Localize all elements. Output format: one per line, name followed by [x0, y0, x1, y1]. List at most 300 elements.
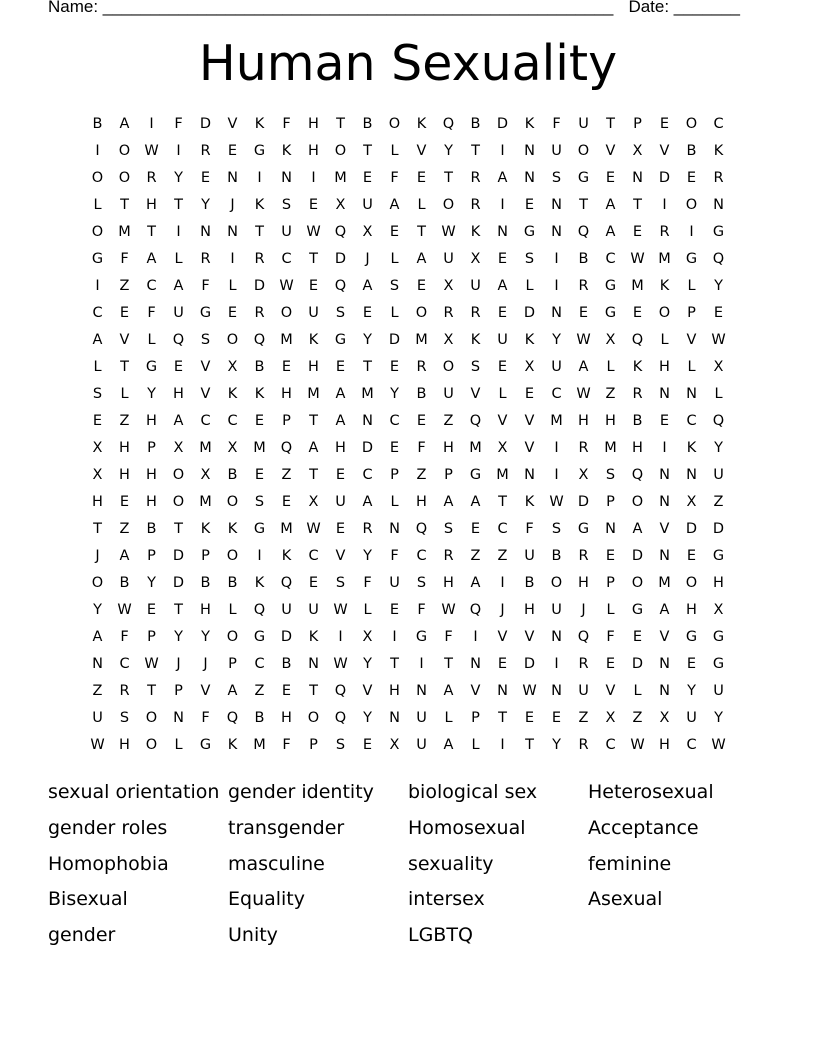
grid-letter: L	[687, 277, 696, 294]
grid-letter: I	[554, 439, 559, 456]
grid-letter: E	[497, 250, 508, 267]
grid-letter: H	[443, 574, 454, 591]
grid-letter: W	[144, 142, 159, 159]
word-list-item: Equality	[228, 888, 306, 911]
grid-letter: Z	[443, 412, 454, 429]
grid-letter: E	[281, 358, 292, 375]
grid-letter: H	[146, 493, 157, 510]
word-list-item: intersex	[408, 888, 485, 911]
grid-letter: V	[659, 628, 670, 645]
grid-letter: V	[497, 628, 508, 645]
grid-letter: D	[280, 628, 293, 645]
grid-row	[84, 623, 732, 650]
grid-row	[84, 353, 732, 380]
grid-letter: O	[442, 196, 455, 213]
grid-letter: Q	[712, 250, 725, 267]
grid-letter: L	[363, 601, 372, 618]
grid-letter: C	[416, 547, 427, 564]
grid-letter: T	[606, 115, 615, 132]
grid-letter: I	[95, 142, 100, 159]
grid-letter: E	[389, 601, 400, 618]
grid-letter: H	[659, 736, 670, 753]
grid-letter: N	[659, 682, 670, 699]
grid-letter: H	[119, 439, 130, 456]
grid-letter: I	[662, 196, 667, 213]
grid-letter: E	[416, 169, 427, 186]
grid-letter: A	[308, 439, 319, 456]
grid-letter: Z	[605, 385, 616, 402]
grid-letter: D	[631, 547, 644, 564]
grid-letter: E	[119, 493, 130, 510]
grid-row	[84, 299, 732, 326]
grid-letter: T	[309, 250, 318, 267]
grid-letter: A	[470, 574, 481, 591]
grid-letter: Q	[631, 331, 644, 348]
grid-letter: C	[605, 250, 616, 267]
grid-letter: P	[606, 493, 615, 510]
grid-letter: G	[577, 169, 590, 186]
grid-letter: U	[578, 682, 589, 699]
grid-letter: N	[362, 412, 373, 429]
grid-letter: F	[444, 628, 453, 645]
grid-letter: N	[281, 169, 292, 186]
grid-letter: T	[525, 736, 534, 753]
grid-letter: T	[390, 655, 399, 672]
grid-letter: L	[390, 250, 399, 267]
grid-letter: X	[389, 736, 400, 753]
grid-letter: U	[281, 223, 292, 240]
grid-letter: R	[119, 682, 130, 699]
grid-letter: P	[147, 439, 156, 456]
grid-letter: Q	[442, 115, 455, 132]
grid-letter: I	[230, 250, 235, 267]
grid-letter: B	[470, 115, 481, 132]
word-list-item: masculine	[228, 852, 325, 875]
grid-letter: E	[416, 277, 427, 294]
grid-letter: C	[686, 412, 697, 429]
grid-letter: Y	[201, 628, 210, 645]
grid-letter: M	[280, 520, 293, 537]
grid-letter: D	[334, 250, 347, 267]
grid-letter: N	[659, 385, 670, 402]
grid-letter: F	[390, 547, 399, 564]
grid-letter: R	[632, 385, 643, 402]
word-list	[48, 778, 788, 957]
grid-letter: F	[120, 250, 129, 267]
grid-letter: K	[227, 736, 238, 753]
grid-letter: H	[605, 412, 616, 429]
grid-letter: V	[659, 142, 670, 159]
grid-letter: X	[92, 466, 103, 483]
grid-letter: M	[658, 574, 671, 591]
grid-letter: K	[254, 196, 265, 213]
grid-letter: C	[119, 655, 130, 672]
grid-letter: Y	[363, 331, 372, 348]
grid-letter: Z	[254, 682, 265, 699]
grid-letter: N	[551, 304, 562, 321]
grid-letter: A	[146, 250, 157, 267]
grid-letter: A	[362, 493, 373, 510]
grid-letter: N	[659, 655, 670, 672]
grid-letter: V	[524, 628, 535, 645]
grid-letter: A	[443, 493, 454, 510]
grid-letter: M	[253, 736, 266, 753]
grid-letter: J	[581, 601, 586, 618]
grid-letter: J	[500, 601, 505, 618]
grid-letter: S	[92, 385, 103, 402]
grid-letter: E	[227, 304, 238, 321]
grid-letter: W	[630, 250, 645, 267]
grid-letter: S	[389, 277, 400, 294]
grid-letter: O	[307, 709, 320, 726]
grid-letter: K	[632, 358, 643, 375]
grid-letter: W	[279, 277, 294, 294]
grid-letter: H	[146, 466, 157, 483]
grid-letter: X	[713, 601, 724, 618]
grid-letter: Y	[174, 169, 183, 186]
grid-letter: H	[281, 709, 292, 726]
grid-letter: I	[338, 628, 343, 645]
grid-letter: N	[551, 223, 562, 240]
grid-letter: L	[390, 304, 399, 321]
word-list-item: Homophobia	[48, 852, 169, 875]
grid-letter: F	[282, 115, 291, 132]
grid-letter: S	[281, 196, 292, 213]
grid-letter: A	[119, 547, 130, 564]
grid-letter: V	[416, 142, 427, 159]
grid-letter: N	[686, 466, 697, 483]
grid-letter: Y	[444, 142, 453, 159]
grid-letter: E	[578, 304, 589, 321]
grid-letter: J	[176, 655, 181, 672]
grid-letter: X	[497, 439, 508, 456]
grid-letter: B	[227, 574, 238, 591]
grid-letter: L	[525, 277, 534, 294]
grid-letter: C	[146, 277, 157, 294]
grid-letter: E	[497, 655, 508, 672]
grid-letter: F	[282, 736, 291, 753]
grid-letter: S	[119, 709, 130, 726]
grid-letter: A	[632, 520, 643, 537]
grid-letter: Z	[578, 709, 589, 726]
grid-letter: S	[200, 331, 211, 348]
grid-letter: H	[686, 601, 697, 618]
grid-letter: H	[659, 358, 670, 375]
grid-letter: C	[281, 250, 292, 267]
grid-letter: W	[711, 331, 726, 348]
grid-letter: Y	[147, 385, 156, 402]
grid-letter: V	[200, 682, 211, 699]
grid-row	[84, 272, 732, 299]
grid-letter: T	[498, 493, 507, 510]
grid-letter: O	[91, 223, 104, 240]
grid-letter: E	[686, 655, 697, 672]
grid-letter: G	[631, 601, 644, 618]
header-line	[48, 0, 740, 17]
grid-letter: D	[388, 331, 401, 348]
grid-letter: Q	[415, 520, 428, 537]
grid-letter: V	[686, 331, 697, 348]
grid-letter: M	[604, 439, 617, 456]
grid-letter: P	[282, 412, 291, 429]
grid-letter: R	[362, 520, 373, 537]
grid-letter: E	[308, 574, 319, 591]
grid-letter: G	[253, 142, 266, 159]
grid-letter: W	[711, 736, 726, 753]
grid-letter: Y	[714, 439, 723, 456]
grid-letter: W	[630, 736, 645, 753]
grid-letter: Q	[226, 709, 239, 726]
grid-letter: X	[362, 223, 373, 240]
grid-letter: L	[174, 736, 183, 753]
grid-letter: H	[389, 682, 400, 699]
grid-letter: V	[470, 682, 481, 699]
grid-letter: L	[498, 385, 507, 402]
grid-letter: N	[713, 196, 724, 213]
grid-letter: W	[117, 601, 132, 618]
grid-letter: U	[443, 250, 454, 267]
grid-letter: X	[362, 628, 373, 645]
grid-row	[84, 542, 732, 569]
grid-row	[84, 380, 732, 407]
grid-letter: T	[93, 520, 102, 537]
grid-letter: X	[713, 358, 724, 375]
grid-letter: H	[119, 736, 130, 753]
grid-letter: A	[443, 736, 454, 753]
grid-letter: M	[469, 439, 482, 456]
grid-letter: R	[578, 277, 589, 294]
grid-letter: A	[470, 493, 481, 510]
grid-letter: H	[578, 574, 589, 591]
grid-letter: V	[362, 682, 373, 699]
grid-letter: O	[172, 493, 185, 510]
grid-letter: G	[712, 547, 725, 564]
grid-letter: A	[227, 682, 238, 699]
grid-letter: L	[93, 358, 102, 375]
grid-letter: D	[172, 547, 185, 564]
grid-letter: P	[309, 736, 318, 753]
grid-letter: F	[606, 628, 615, 645]
grid-letter: L	[606, 601, 615, 618]
grid-letter: P	[147, 628, 156, 645]
grid-letter: E	[281, 493, 292, 510]
grid-letter: N	[605, 520, 616, 537]
grid-letter: V	[605, 142, 616, 159]
grid-letter: N	[551, 628, 562, 645]
grid-letter: R	[470, 304, 481, 321]
grid-letter: C	[308, 547, 319, 564]
grid-letter: I	[149, 115, 154, 132]
grid-letter: E	[416, 412, 427, 429]
grid-letter: U	[551, 601, 562, 618]
grid-letter: R	[146, 169, 157, 186]
grid-letter: G	[415, 628, 428, 645]
grid-letter: G	[685, 628, 698, 645]
grid-letter: W	[441, 223, 456, 240]
grid-row	[84, 434, 732, 461]
grid-letter: Y	[390, 385, 399, 402]
grid-letter: P	[633, 115, 642, 132]
word-list-item: sexuality	[408, 852, 494, 875]
grid-letter: G	[577, 520, 590, 537]
grid-row	[84, 164, 732, 191]
grid-letter: C	[497, 520, 508, 537]
grid-letter: M	[118, 223, 131, 240]
grid-letter: F	[120, 628, 129, 645]
grid-letter: X	[92, 439, 103, 456]
grid-letter: W	[333, 655, 348, 672]
grid-letter: M	[415, 331, 428, 348]
grid-letter: E	[497, 304, 508, 321]
grid-letter: H	[632, 439, 643, 456]
grid-letter: O	[334, 142, 347, 159]
word-list-item: Heterosexual	[588, 781, 714, 803]
grid-letter: C	[713, 115, 724, 132]
letter-grid	[84, 110, 732, 758]
grid-letter: T	[309, 412, 318, 429]
grid-letter: A	[119, 115, 130, 132]
grid-letter: P	[687, 304, 696, 321]
grid-letter: K	[524, 493, 535, 510]
grid-letter: N	[632, 169, 643, 186]
grid-letter: N	[659, 493, 670, 510]
grid-letter: X	[443, 277, 454, 294]
grid-letter: S	[551, 520, 562, 537]
grid-letter: L	[444, 709, 453, 726]
word-list-item: Acceptance	[588, 816, 699, 839]
grid-letter: U	[551, 358, 562, 375]
grid-letter: P	[471, 709, 480, 726]
grid-letter: K	[713, 142, 724, 159]
date-field-label: Date: _______	[628, 0, 740, 16]
grid-letter: E	[389, 439, 400, 456]
grid-letter: B	[632, 412, 643, 429]
grid-letter: E	[335, 466, 346, 483]
grid-letter: I	[500, 196, 505, 213]
grid-letter: V	[119, 331, 130, 348]
grid-letter: A	[605, 223, 616, 240]
grid-letter: O	[415, 304, 428, 321]
grid-letter: N	[551, 196, 562, 213]
grid-letter: O	[685, 574, 698, 591]
grid-row	[84, 407, 732, 434]
grid-letter: S	[524, 250, 535, 267]
word-list-item: transgender	[228, 816, 345, 839]
grid-letter: T	[255, 223, 264, 240]
grid-letter: A	[92, 331, 103, 348]
grid-letter: H	[119, 466, 130, 483]
grid-letter: B	[92, 115, 103, 132]
grid-letter: Q	[172, 331, 185, 348]
grid-letter: M	[496, 466, 509, 483]
grid-letter: K	[659, 277, 670, 294]
grid-letter: E	[632, 628, 643, 645]
grid-letter: D	[712, 520, 725, 537]
grid-letter: E	[389, 358, 400, 375]
grid-letter: Y	[93, 601, 102, 618]
grid-letter: Y	[687, 682, 696, 699]
word-list-item: gender identity	[228, 781, 374, 803]
grid-letter: J	[95, 547, 100, 564]
grid-letter: O	[226, 493, 239, 510]
grid-letter: X	[470, 250, 481, 267]
grid-letter: T	[147, 682, 156, 699]
grid-letter: E	[605, 547, 616, 564]
grid-letter: X	[443, 331, 454, 348]
grid-letter: K	[254, 385, 265, 402]
grid-letter: D	[199, 115, 212, 132]
grid-letter: L	[687, 358, 696, 375]
grid-letter: G	[523, 223, 536, 240]
grid-letter: K	[200, 520, 211, 537]
grid-letter: D	[577, 493, 590, 510]
grid-letter: I	[554, 466, 559, 483]
grid-letter: E	[362, 169, 373, 186]
grid-letter: C	[254, 655, 265, 672]
grid-letter: L	[93, 196, 102, 213]
grid-letter: F	[390, 169, 399, 186]
grid-letter: C	[551, 385, 562, 402]
grid-letter: N	[659, 547, 670, 564]
grid-letter: G	[712, 223, 725, 240]
grid-letter: I	[176, 142, 181, 159]
grid-letter: X	[227, 439, 238, 456]
grid-letter: Z	[119, 412, 130, 429]
grid-letter: U	[308, 304, 319, 321]
grid-letter: W	[441, 601, 456, 618]
grid-letter: Z	[416, 466, 427, 483]
grid-letter: K	[470, 223, 481, 240]
grid-letter: Q	[469, 601, 482, 618]
word-list-item: Asexual	[588, 888, 663, 911]
grid-letter: Q	[280, 439, 293, 456]
grid-letter: W	[576, 331, 591, 348]
grid-letter: P	[201, 547, 210, 564]
grid-letter: I	[176, 223, 181, 240]
grid-letter: V	[524, 412, 535, 429]
grid-letter: L	[120, 385, 129, 402]
grid-letter: N	[416, 682, 427, 699]
grid-letter: P	[147, 547, 156, 564]
grid-letter: A	[173, 277, 184, 294]
grid-letter: B	[578, 250, 589, 267]
grid-letter: L	[633, 682, 642, 699]
grid-letter: X	[308, 493, 319, 510]
grid-letter: D	[496, 115, 509, 132]
grid-letter: F	[417, 601, 426, 618]
grid-letter: E	[254, 412, 265, 429]
grid-letter: T	[444, 169, 453, 186]
grid-letter: C	[605, 736, 616, 753]
word-list-item: feminine	[588, 852, 672, 875]
grid-row	[84, 515, 732, 542]
grid-row	[84, 245, 732, 272]
grid-letter: H	[200, 601, 211, 618]
grid-letter: I	[662, 439, 667, 456]
grid-letter: U	[551, 142, 562, 159]
grid-letter: G	[91, 250, 104, 267]
grid-letter: N	[524, 142, 535, 159]
grid-letter: C	[362, 466, 373, 483]
grid-letter: D	[361, 439, 374, 456]
grid-letter: B	[254, 709, 265, 726]
grid-letter: B	[200, 574, 211, 591]
word-list-item: biological sex	[408, 781, 538, 803]
grid-letter: G	[604, 277, 617, 294]
grid-letter: G	[334, 331, 347, 348]
grid-letter: U	[281, 601, 292, 618]
grid-letter: M	[199, 493, 212, 510]
